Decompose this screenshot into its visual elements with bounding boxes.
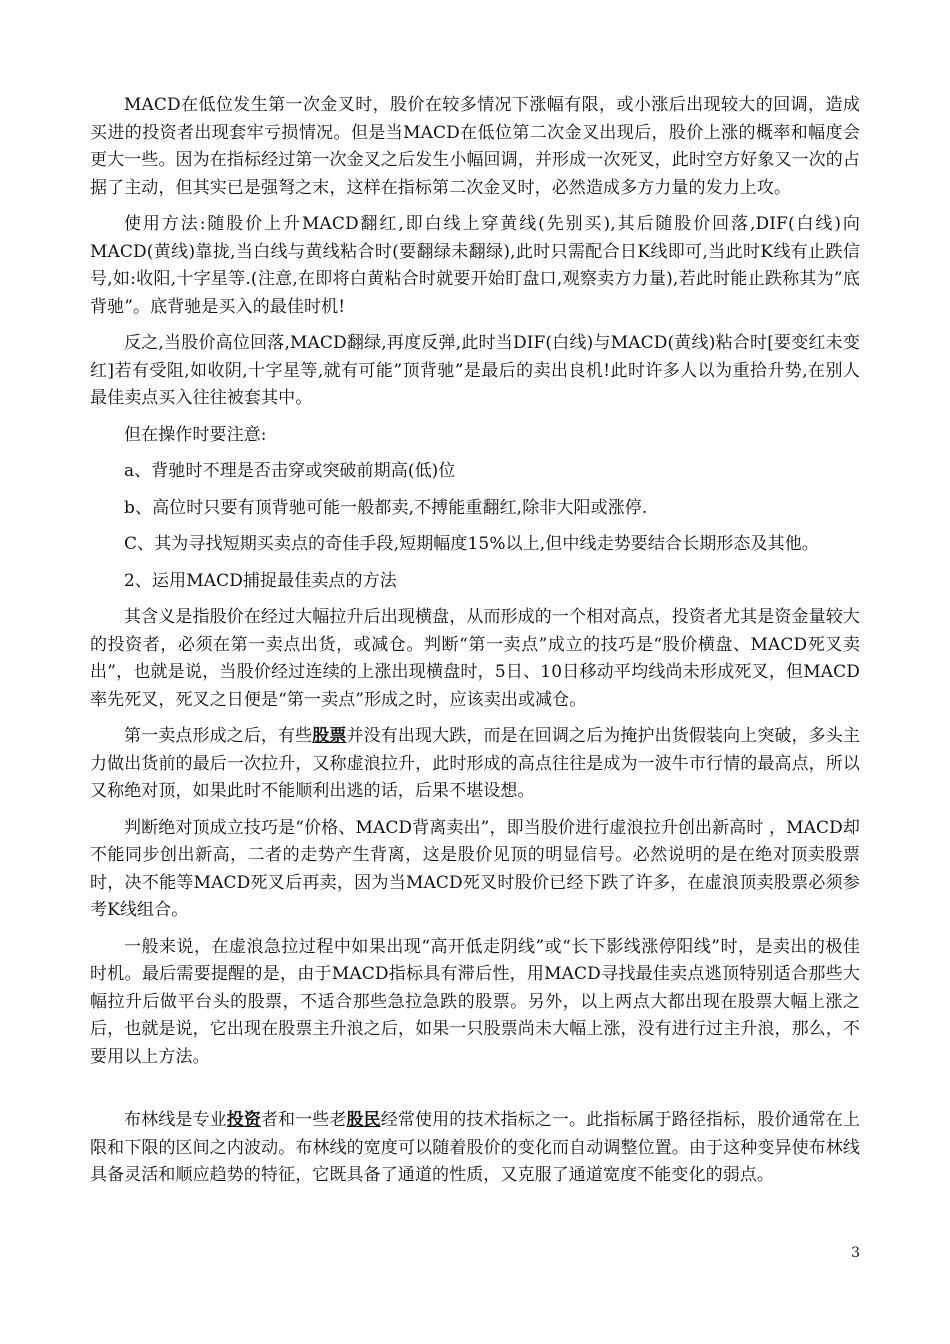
paragraph-best-sell-timing: 一般来说，在虚浪急拉过程中如果出现“高开低走阴线”或“长下影线涨停阳线”时，是卖出的极佳时机。最后需要提醒的是，由于MACD指标具有滞后性，用MACD寻找最佳卖点逃顶特别适合那些大幅拉升后做平台头的股票，不适合那些急拉急跌的股票。另外，以上两点大都出现在股票大幅上涨之后，也就是说，它出现在股票主升浪之后，如果一只股票尚未大幅上涨，没有进行过主升浪，那么，不要用以上方法。	[90, 936, 860, 1067]
page-number: 3	[851, 1245, 860, 1261]
paragraph-bollinger-intro	[90, 1107, 860, 1190]
paragraph-note-c: C、其为寻找短期买卖点的奇佳手段,短期幅度15%以上,但中线走势要结合长期形态及其他。	[124, 534, 819, 554]
paragraph-divergence-sell: 判断绝对顶成立技巧是“价格、MACD背离卖出”，即当股价进行虚浪拉升创出新高时 ，MACD却不能同步创出新高，二者的走势产生背离，这是股价见顶的明显信号。必然说明的是在绝对顶卖股票时，决不能等MACD死叉后再卖，因为当MACD死叉时股价已经下跌了许多，在虚浪顶卖股票必须参考K线组合。	[90, 817, 860, 920]
paragraph-top-divergence: 反之,当股价高位回落,MACD翻绿,再度反弹,此时当DIF(白线)与MACD(黄线)粘合时[要变红未变红]若有受阻,如收阴,十字星等,就有可能”顶背驰”是最后的卖出良机!此时许多人以为重拾升势,在别人最佳卖点买入往往被套其中。	[90, 333, 860, 408]
document-body	[90, 92, 860, 1199]
investment-link[interactable]: 投资	[226, 1110, 261, 1130]
paragraph-text: 第一卖点形成之后，有些	[124, 726, 313, 746]
paragraph-macd-second-golden-cross: MACD在低位发生第一次金叉时，股价在较多情况下涨幅有限，或小涨后出现较大的回调，造成买进的投资者出现套牢亏损情况。但是当MACD在低位第二次金叉出现后，股价上涨的概率和幅度会更大一些。因为在指标经过第一次金叉之后发生小幅回调，并形成一次死叉，此时空方好象又一次的占据了主动，但其实已是强弩之末，这样在指标第二次金叉时，必然造成多方力量的发力上攻。	[90, 95, 860, 198]
paragraph-notes-heading: 但在操作时要注意:	[124, 424, 267, 445]
stock-link[interactable]: 股票	[312, 726, 347, 746]
paragraph-note-a: a、背驰时不理是否击穿或突破前期高(低)位	[124, 461, 456, 481]
paragraph-text: 布林线是专业	[124, 1110, 227, 1130]
paragraph-note-b: b、高位时只要有顶背驰可能一般都卖,不搏能重翻红,除非大阳或涨停.	[124, 497, 648, 518]
investor-link[interactable]: 股民	[346, 1110, 381, 1130]
paragraph-text: 经常使用的技术指标之一。此指标属于路径指标，股价通常在上限和下限的区间之内波动。布林线的宽度可以随着股价的变化而自动调整位置。由于这种变异使布林线具备灵活和顺应趋势的特征，它既具备了通道的性质，又克服了通道宽度不能变化的弱点。	[90, 1110, 860, 1185]
paragraph-first-sell-point: 其含义是指股价在经过大幅拉升后出现横盘，从而形成的一个相对高点，投资者尤其是资金量较大的投资者，必须在第一卖点出货，或减仓。判断“第一卖点”成立的技巧是“股价横盘、MACD死叉卖出”，也就是说，当股价经过连续的上涨出现横盘时，5日、10日移动平均线尚未形成死叉，但MACD率先死叉，死叉之日便是“第一卖点”形成之时，应该卖出或减仓。	[90, 607, 860, 710]
paragraph-usage-method: 使用方法:随股价上升MACD翻红,即白线上穿黄线(先别买),其后随股价回落,DIF(白线)向MACD(黄线)靠拢,当白线与黄线粘合时(要翻绿未翻绿),此时只需配合日K线即可,当此时K线有止跌信号,如:收阳,十字星等.(注意,在即将白黄粘合时就要开始盯盘口,观察卖方力量),若此时能止跌称其为”底背驰”。底背驰是买入的最佳时机!	[90, 214, 860, 317]
paragraph-text: 并没有出现大跌，而是在回调之后为掩护出货假装向上突破，多头主力做出货前的最后一次拉升，又称虚浪拉升，此时形成的高点往往是成为一波牛市行情的最高点，所以又称绝对顶，如果此时不能顺利出逃的话，后果不堪设想。	[90, 726, 860, 801]
paragraph-text: 者和一些老	[260, 1110, 347, 1130]
section-heading-macd-sell-point: 2、运用MACD捕捉最佳卖点的方法	[124, 570, 397, 591]
paragraph-absolute-top	[90, 723, 860, 806]
